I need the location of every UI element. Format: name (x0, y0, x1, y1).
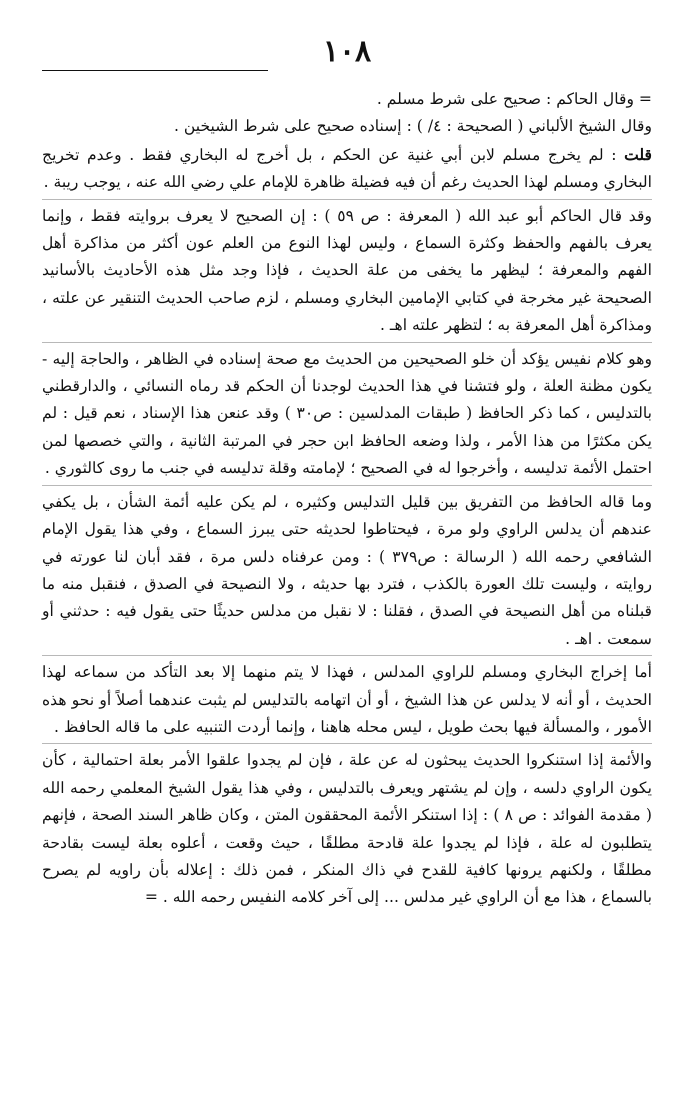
paragraph-separator (42, 199, 652, 200)
body-text (42, 86, 652, 912)
paragraph-separator (42, 342, 652, 343)
paragraph-separator (42, 743, 652, 744)
paragraph: وقد قال الحاكم أبو عبد الله ( المعرفة : ص ٥٩ ) : إن الصحيح لا يعرف بروايته فقط ، وإنما يعرف بالفهم والحفظ وكثرة السماع ، وليس لهذا النوع من العلم عون أكثر من مذاكرة أهل الفهم والمعرفة ؛ ليظهر ما يخفى من علة الحديث ، فإذا وجد مثل هذه الأحاديث بالأسانيد الصحيحة غير مخرجة في كتابي الإمامين البخاري ومسلم ، لزم صاحب الحديث التنقير عن علته ، ومذاكرة أهل المعرفة به ؛ لتظهر علته اهـ . (42, 206, 652, 335)
paragraph (42, 141, 652, 197)
paragraph-separator (42, 485, 652, 486)
paragraph-text: : لم يخرج مسلم لابن أبي غنية عن الحكم ، بل أخرج له البخاري فقط . وعدم تخريج البخاري ومسلم لهذا الحديث رغم أن فيه فضيلة ظاهرة للإمام علي رضي الله عنه ، يوجب ريبة . (42, 145, 652, 192)
paragraph: = وقال الحاكم : صحيح على شرط مسلم . (376, 90, 652, 108)
page-number: ١٠٨ (322, 34, 372, 69)
header-rule (42, 70, 268, 71)
paragraph: وهو كلام نفيس يؤكد أن خلو الصحيحين من الحديث مع صحة إسناده في الظاهر ، والحاجة إليه - يكون مظنة العلة ، ولو فتشنا في هذا الحديث لوجدنا أن الحكم قد رماه النسائي ، والدارقطني بالتدليس ، كما ذكر الحافظ ( طبقات المدلسين : ص٣٠ ) وقد عنعن هذا الإسناد ، نعم قيل : لم يكن مكثرًا من هذا الأمر ، ولذا وضعه الحافظ ابن حجر في المرتبة الثانية ، والتي خصصها لمن احتمل الأئمة تدليسه ، وأخرجوا له في الصحيح ؛ لإمامته وقلة تدليسه في جنب ما روى كالثوري . (42, 349, 652, 478)
paragraph: أما إخراج البخاري ومسلم للراوي المدلس ، فهذا لا يتم منهما إلا بعد التأكد من سماعه لهذا الحديث ، أو أنه لا يدلس عن هذا الشيخ ، أو أن اتهامه بالتدليس لم يثبت عندهما أصلاً أو نحو هذه الأمور ، والمسألة فيها بحث طويل ، ليس محله هاهنا ، وإنما أردت التنبيه على ما قاله الحافظ . (42, 663, 652, 736)
paragraph: والأئمة إذا استنكروا الحديث يبحثون له عن علة ، فإن لم يجدوا علقوا الأمر بعلة احتمالية ، كأن يكون الراوي دلسه ، وإن لم يشتهر ويعرف بالتدليس ، وفي هذا يقول الشيخ المعلمي رحمه الله ( مقدمة الفوائد : ص ٨ ) : إذا استنكر الأئمة المحققون المتن ، وكان ظاهر السند الصحة ، فإنهم يتطلبون له علة ، فإذا لم يجدوا علة قادحة مطلقًا ، حيث وقعت ، أعلوه بعلة ليست بقادحة مطلقًا ، ولكنهم يرونها كافية للقدح في ذاك المنكر ، فمن ذلك : إعلاله بأن راويه لم يصرح بالسماع ، هذا مع أن الراوي غير مدلس ... إلى آخر كلامه النفيس رحمه الله . = (42, 751, 652, 907)
paragraph: وقال الشيخ الألباني ( الصحيحة : ٤/ ) : إسناده صحيح على شرط الشيخين . (173, 117, 652, 136)
page-header (42, 34, 652, 74)
paragraph-separator (42, 655, 652, 656)
paragraph: وما قاله الحافظ من التفريق بين قليل التدليس وكثيره ، لم يكن عليه أئمة الشأن ، بل يكفي عندهم أن يدلس الراوي ولو مرة ، فيحتاطوا لحديثه حتى يبرز السماع ، وفي هذا يقول الإمام الشافعي رحمه الله ( الرسالة : ص٣٧٩ ) : ومن عرفناه دلس مرة ، فقد أبان لنا عورته في روايته ، وليست تلك العورة بالكذب ، فترد بها حديثه ، ولا النصيحة في الصدق ، فنقبل منه ما قبلناه من أهل النصيحة في الصدق ، فقلنا : لا نقبل من مدلس حديثًا حتى يقول فيه : حدثني أو سمعت . اهـ . (42, 492, 653, 648)
paragraph-label: قلت (624, 144, 652, 164)
